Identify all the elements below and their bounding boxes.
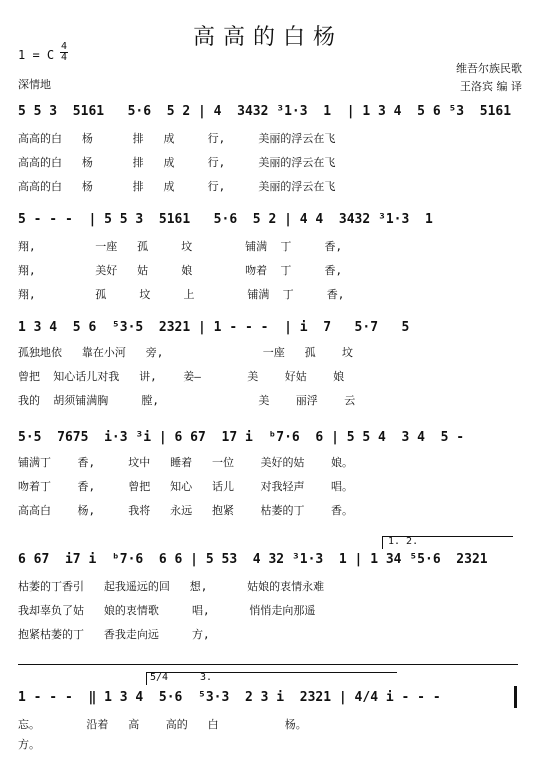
song-title: 高高的白杨: [192, 25, 343, 50]
system-3-lyric-3: 我的 胡须铺满胸 膛, 美 丽浮 云: [18, 394, 356, 407]
final-system-top-rule: [18, 664, 518, 665]
tempo-marking: 深情地: [18, 78, 51, 91]
volta-label-1-2: 1. 2.: [388, 536, 419, 547]
final-barline: [514, 686, 517, 708]
system-6-music: 1 - - - ‖ 1 3 4 5·6 ⁵3·3 2 3 i 2321 | 4/4 i - - -: [18, 690, 441, 705]
meter-change-label: 5/4: [150, 672, 169, 683]
system-2-lyric-3: 翔, 孤 坟 上 铺满 丁 香,: [18, 288, 345, 301]
system-2-music: 5 - - - | 5 5 3 5161 5·6 5 2 | 4 4 3432 ³1·3 1: [18, 212, 433, 227]
system-4-lyric-2: 吻着丁 香, 曾把 知心 话儿 对我轻声 唱。: [18, 480, 353, 493]
origin-credit: 维吾尔族民歌: [456, 62, 522, 75]
system-2-lyric-2: 翔, 美好 姑 娘 吻着 丁 香,: [18, 264, 343, 277]
time-signature-top: 4: [60, 41, 68, 52]
system-5-music: 6 67 i7 i ᵇ7·6 6 6 | 5 53 4 32 ³1·3 1 | 1 34 ⁵5·6 2321: [18, 552, 488, 567]
arranger-credit: 王洛宾 编 译: [460, 80, 522, 93]
system-1-lyric-2: 高高的白 杨 排 成 行, 美丽的浮云在飞: [18, 156, 336, 169]
system-1-lyric-3: 高高的白 杨 排 成 行, 美丽的浮云在飞: [18, 180, 336, 193]
system-4-lyric-3: 高高白 杨, 我将 永远 抱紧 枯萎的丁 香。: [18, 504, 353, 517]
time-signature: [60, 42, 68, 63]
system-5-lyric-3: 抱紧枯萎的丁 香我走向远 方,: [18, 628, 210, 641]
system-4-lyric-1: 铺满丁 香, 坟中 睡着 一位 美好的姑 娘。: [18, 456, 353, 469]
system-2-lyric-1: 翔, 一座 孤 坟 铺满 丁 香,: [18, 240, 343, 253]
volta-bracket-3: [146, 672, 397, 685]
system-4-music: 5·5 7675 i·3 ³i | 6 67 17 i ᵇ7·6 6 | 5 5 4 3 4 5 -: [18, 430, 465, 445]
system-5-lyric-2: 我却辜负了姑 娘的衷情歌 唱, 悄悄走向那遥: [18, 604, 316, 617]
time-signature-bottom: 4: [60, 52, 68, 63]
system-6-lyric-1: 忘。 沿着 高 高的 白 杨。: [18, 718, 307, 731]
system-3-lyric-1: 孤独地依 靠在小河 旁, 一座 孤 坟: [18, 346, 354, 359]
volta-label-3: 3.: [200, 672, 213, 683]
system-6-lyric-2: 方。: [18, 738, 40, 751]
system-3-lyric-2: 曾把 知心话儿对我 讲, 姜— 美 好姑 娘: [18, 370, 345, 383]
system-5-lyric-1: 枯萎的丁香引 起我遥远的回 想, 姑娘的衷情永难: [18, 580, 325, 593]
key-signature: 1 = C: [18, 48, 55, 62]
system-1-lyric-1: 高高的白 杨 排 成 行, 美丽的浮云在飞: [18, 132, 336, 145]
system-1-music: 5 5 3 5161 5·6 5 2 | 4 3432 ³1·3 1 | 1 3 4 5 6 ⁵3 5161: [18, 104, 512, 119]
system-3-music: 1 3 4 5 6 ⁵3·5 2321 | 1 - - - | i 7 5·7 5: [18, 320, 410, 335]
